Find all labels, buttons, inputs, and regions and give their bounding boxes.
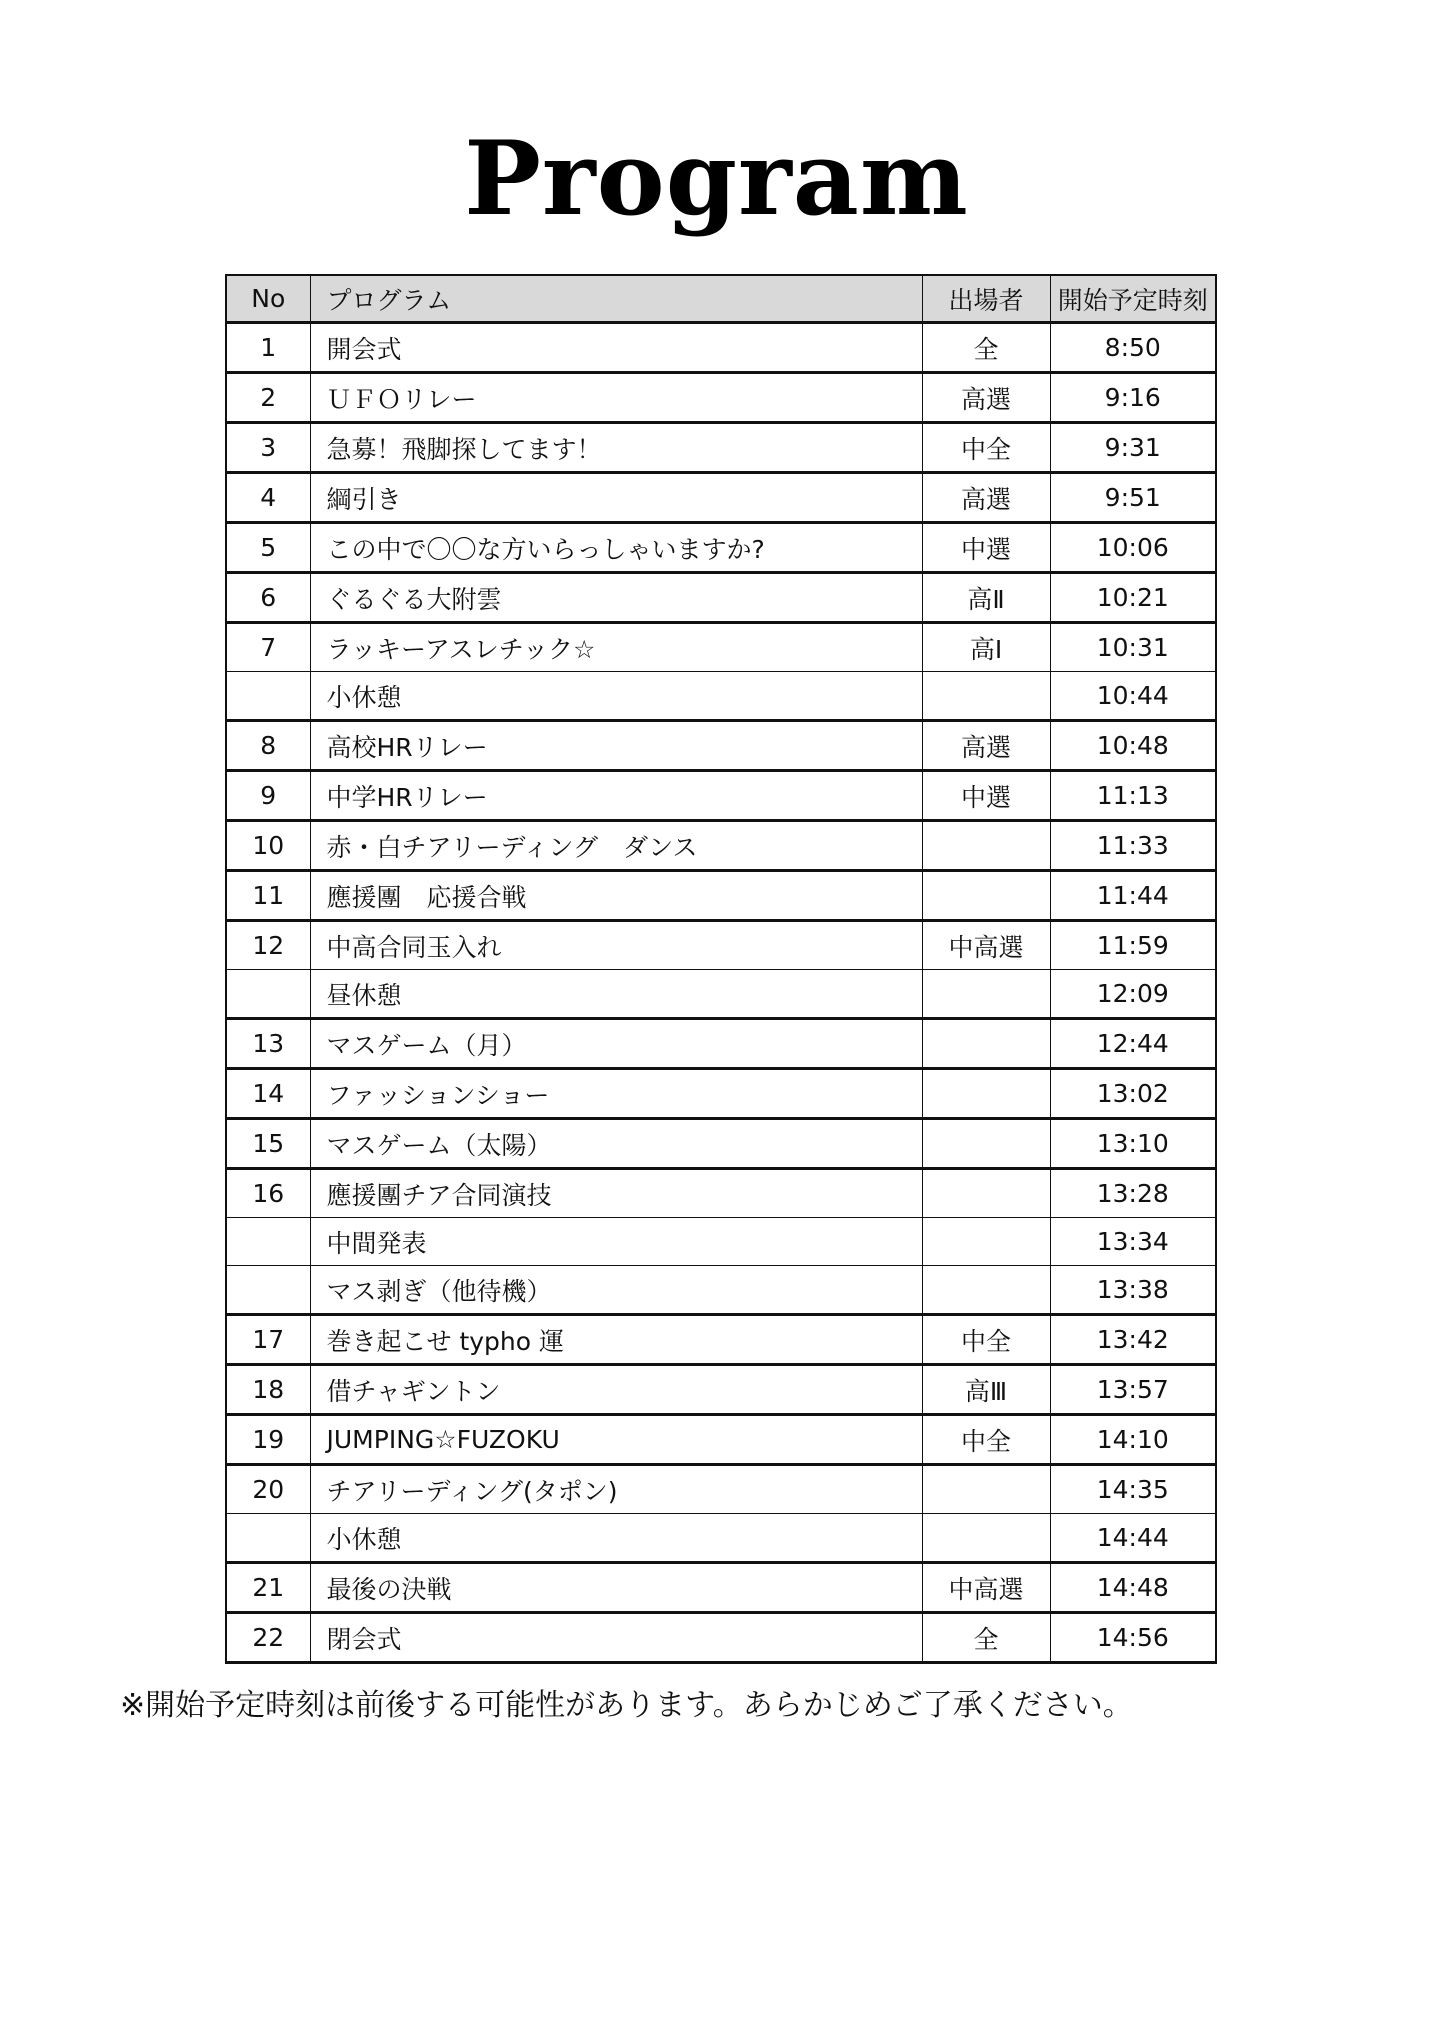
- cell-program: 閉会式: [310, 1613, 922, 1663]
- cell-start-time: 13:28: [1050, 1169, 1216, 1218]
- cell-start-time: 12:44: [1050, 1019, 1216, 1069]
- cell-no: 20: [226, 1465, 310, 1514]
- page-title: Program: [464, 119, 969, 239]
- cell-program: 中高合同玉入れ: [310, 921, 922, 970]
- table-row: [226, 1613, 1216, 1663]
- cell-start-time: 13:34: [1050, 1218, 1216, 1266]
- cell-start-time: 12:09: [1050, 970, 1216, 1019]
- table-row: [226, 423, 1216, 473]
- cell-start-time: 14:56: [1050, 1613, 1216, 1663]
- header-start-time: 開始予定時刻: [1050, 275, 1216, 323]
- table-row: [226, 1119, 1216, 1169]
- cell-no: 9: [226, 771, 310, 821]
- cell-no: 2: [226, 373, 310, 423]
- cell-participants: [922, 970, 1050, 1019]
- cell-program: マス剥ぎ（他待機）: [310, 1266, 922, 1315]
- cell-program: 應援團チア合同演技: [310, 1169, 922, 1218]
- cell-start-time: 10:06: [1050, 523, 1216, 573]
- table-row: [226, 1315, 1216, 1365]
- cell-no: 6: [226, 573, 310, 623]
- cell-no: [226, 1514, 310, 1563]
- table-row: [226, 821, 1216, 871]
- table-row: [226, 323, 1216, 373]
- cell-program: 借チャギントン: [310, 1365, 922, 1415]
- cell-participants: 高選: [922, 373, 1050, 423]
- cell-start-time: 13:57: [1050, 1365, 1216, 1415]
- cell-no: 3: [226, 423, 310, 473]
- header-no: No: [226, 275, 310, 323]
- table-row: [226, 1514, 1216, 1563]
- cell-participants: 高選: [922, 721, 1050, 771]
- cell-start-time: 10:31: [1050, 623, 1216, 672]
- table-row: [226, 1169, 1216, 1218]
- cell-no: [226, 1266, 310, 1315]
- table-row: [226, 1019, 1216, 1069]
- cell-program: 巻き起こせ typho 運: [310, 1315, 922, 1365]
- cell-program: チアリーディング(タポン): [310, 1465, 922, 1514]
- cell-start-time: 9:51: [1050, 473, 1216, 523]
- cell-program: ファッションショー: [310, 1069, 922, 1119]
- cell-no: 8: [226, 721, 310, 771]
- table-row: [226, 573, 1216, 623]
- cell-participants: 中全: [922, 1315, 1050, 1365]
- cell-program: 中学HRリレー: [310, 771, 922, 821]
- table-header-row: [226, 275, 1216, 323]
- cell-start-time: 10:21: [1050, 573, 1216, 623]
- cell-start-time: 9:31: [1050, 423, 1216, 473]
- table-row: [226, 373, 1216, 423]
- cell-program: マスゲーム（月）: [310, 1019, 922, 1069]
- cell-start-time: 11:33: [1050, 821, 1216, 871]
- cell-program: 急募！飛脚探してます！: [310, 423, 922, 473]
- cell-start-time: 13:38: [1050, 1266, 1216, 1315]
- cell-no: 19: [226, 1415, 310, 1465]
- cell-program: マスゲーム（太陽）: [310, 1119, 922, 1169]
- cell-program: ぐるぐる大附雲: [310, 573, 922, 623]
- header-program: プログラム: [310, 275, 922, 323]
- cell-program: この中で〇〇な方いらっしゃいますか?: [310, 523, 922, 573]
- table-row: [226, 473, 1216, 523]
- cell-program: 綱引き: [310, 473, 922, 523]
- cell-program: 小休憩: [310, 672, 922, 721]
- cell-participants: [922, 1069, 1050, 1119]
- cell-start-time: 13:42: [1050, 1315, 1216, 1365]
- cell-no: 17: [226, 1315, 310, 1365]
- table-row: [226, 623, 1216, 672]
- table-row: [226, 1415, 1216, 1465]
- table-row: [226, 721, 1216, 771]
- cell-no: 7: [226, 623, 310, 672]
- cell-start-time: 11:13: [1050, 771, 1216, 821]
- cell-participants: 全: [922, 1613, 1050, 1663]
- cell-program: JUMPING☆FUZOKU: [310, 1415, 922, 1465]
- cell-participants: 中高選: [922, 1563, 1050, 1613]
- cell-participants: [922, 1514, 1050, 1563]
- cell-program: 高校HRリレー: [310, 721, 922, 771]
- cell-no: 15: [226, 1119, 310, 1169]
- cell-participants: 全: [922, 323, 1050, 373]
- table-row: [226, 1218, 1216, 1266]
- table-row: [226, 921, 1216, 970]
- table-row: [226, 523, 1216, 573]
- cell-start-time: 10:48: [1050, 721, 1216, 771]
- cell-participants: [922, 1465, 1050, 1514]
- cell-program: 赤・白チアリーディング ダンス: [310, 821, 922, 871]
- table-row: [226, 1365, 1216, 1415]
- cell-no: 22: [226, 1613, 310, 1663]
- cell-participants: [922, 1019, 1050, 1069]
- cell-participants: 中全: [922, 1415, 1050, 1465]
- cell-no: 14: [226, 1069, 310, 1119]
- cell-participants: [922, 1119, 1050, 1169]
- header-participants: 出場者: [922, 275, 1050, 323]
- cell-start-time: 9:16: [1050, 373, 1216, 423]
- cell-no: 11: [226, 871, 310, 921]
- cell-no: [226, 1218, 310, 1266]
- table-row: [226, 871, 1216, 921]
- cell-no: 4: [226, 473, 310, 523]
- cell-participants: [922, 871, 1050, 921]
- cell-start-time: 14:10: [1050, 1415, 1216, 1465]
- cell-program: 開会式: [310, 323, 922, 373]
- cell-start-time: 14:48: [1050, 1563, 1216, 1613]
- cell-participants: 中高選: [922, 921, 1050, 970]
- table-row: [226, 1266, 1216, 1315]
- cell-participants: [922, 1169, 1050, 1218]
- cell-start-time: 14:35: [1050, 1465, 1216, 1514]
- cell-participants: 中選: [922, 771, 1050, 821]
- cell-no: 18: [226, 1365, 310, 1415]
- cell-no: 5: [226, 523, 310, 573]
- cell-start-time: 14:44: [1050, 1514, 1216, 1563]
- cell-start-time: 11:59: [1050, 921, 1216, 970]
- cell-no: 21: [226, 1563, 310, 1613]
- cell-program: 應援團 応援合戦: [310, 871, 922, 921]
- cell-program: 中間発表: [310, 1218, 922, 1266]
- table-row: [226, 1465, 1216, 1514]
- cell-no: [226, 970, 310, 1019]
- cell-no: 1: [226, 323, 310, 373]
- cell-start-time: 8:50: [1050, 323, 1216, 373]
- table-row: [226, 771, 1216, 821]
- cell-participants: [922, 672, 1050, 721]
- table-row: [226, 1069, 1216, 1119]
- schedule-note: ※開始予定時刻は前後する可能性があります。あらかじめご了承ください。: [120, 1688, 1133, 1723]
- cell-no: 10: [226, 821, 310, 871]
- table-row: [226, 672, 1216, 721]
- cell-participants: 中選: [922, 523, 1050, 573]
- cell-no: 16: [226, 1169, 310, 1218]
- cell-program: ラッキーアスレチック☆: [310, 623, 922, 672]
- cell-program: 昼休憩: [310, 970, 922, 1019]
- cell-participants: 高Ⅰ: [922, 623, 1050, 672]
- program-table: [225, 274, 1217, 1664]
- cell-no: 13: [226, 1019, 310, 1069]
- cell-participants: 高Ⅲ: [922, 1365, 1050, 1415]
- cell-participants: 高選: [922, 473, 1050, 523]
- cell-no: 12: [226, 921, 310, 970]
- cell-participants: [922, 1218, 1050, 1266]
- cell-participants: 中全: [922, 423, 1050, 473]
- cell-participants: 高Ⅱ: [922, 573, 1050, 623]
- cell-start-time: 10:44: [1050, 672, 1216, 721]
- cell-start-time: 13:02: [1050, 1069, 1216, 1119]
- cell-program: 小休憩: [310, 1514, 922, 1563]
- cell-program: ＵＦＯリレー: [310, 373, 922, 423]
- table-row: [226, 1563, 1216, 1613]
- cell-no: [226, 672, 310, 721]
- cell-participants: [922, 821, 1050, 871]
- cell-start-time: 13:10: [1050, 1119, 1216, 1169]
- cell-program: 最後の決戦: [310, 1563, 922, 1613]
- table-body: [226, 323, 1216, 1663]
- cell-participants: [922, 1266, 1050, 1315]
- table-row: [226, 970, 1216, 1019]
- cell-start-time: 11:44: [1050, 871, 1216, 921]
